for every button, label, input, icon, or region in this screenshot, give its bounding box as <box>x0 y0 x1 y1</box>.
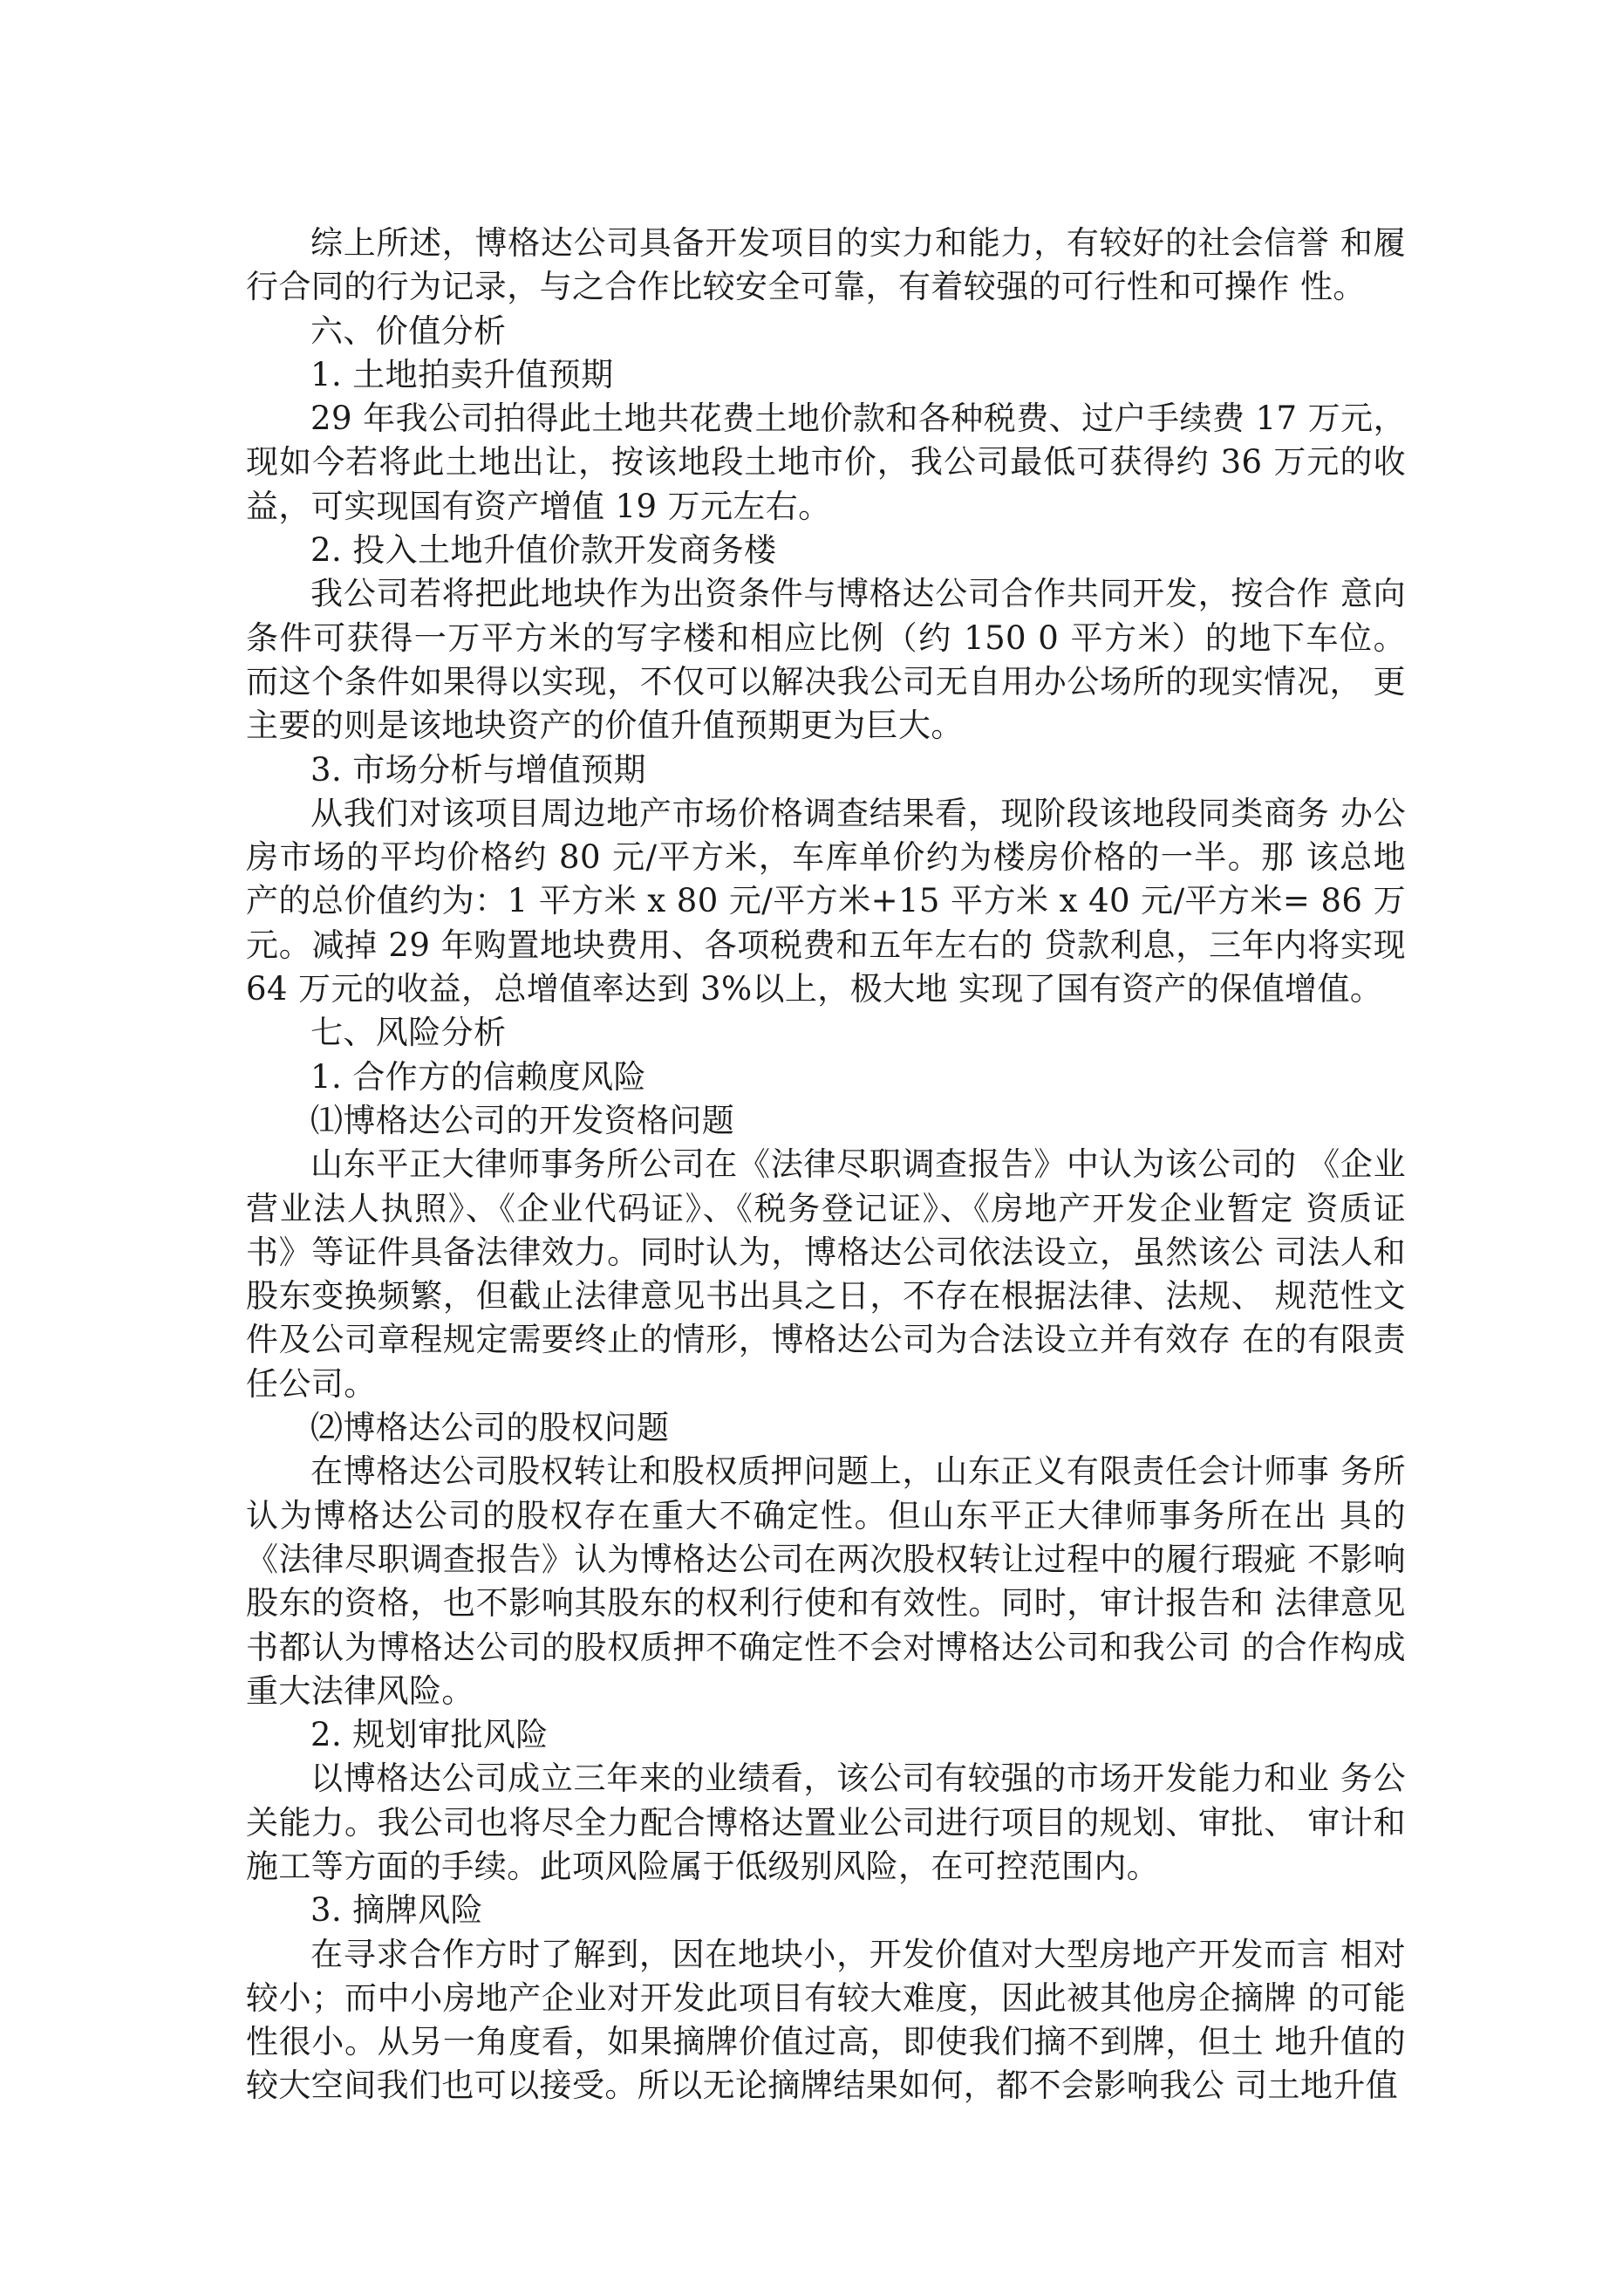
subheading-land-auction: 1. 土地拍卖升值预期 <box>310 355 614 393</box>
paragraph-land-auction: 29 年我公司拍得此土地共花费土地价款和各种税费、过户手续费 17 万元，现如今若将此土地出让，按该地段土地市价，我公司最低可获得约 36 万元的收益，可实现国有资产增值 19 万元左右。 <box>246 400 1406 525</box>
subheading-partner-risk: 1. 合作方的信赖度风险 <box>310 1057 646 1096</box>
subheading-delisting-risk: 3. 摘牌风险 <box>310 1891 483 1930</box>
subheading-development-qualification: ⑴博格达公司的开发资格问题 <box>310 1101 735 1139</box>
subheading-planning-approval-risk: 2. 规划审批风险 <box>310 1716 549 1754</box>
section-heading-risk-analysis: 七、风险分析 <box>310 1014 507 1052</box>
subheading-commercial-building: 2. 投入土地升值价款开发商务楼 <box>310 531 777 570</box>
paragraph-development-qualification: 山东平正大律师事务所公司在《法律尽职调查报告》中认为该公司的 《企业营业法人执照》、《企业代码证》、《税务登记证》、《房地产开发企业暂定 资质证书》等证件具备法律效力。同时认为，博格达公司依法设立，虽然该公 司法人和股东变换频繁，但截止法律意见书出具之日，不存在根据法律、法规、 规范性文件及公司章程规定需要终止的情形，博格达公司为合法设立并有效存 在的有限责任公司。 <box>246 1145 1406 1403</box>
paragraph-market-analysis: 从我们对该项目周边地产市场价格调查结果看，现阶段该地段同类商务 办公房市场的平均价格约 80 元/平方米，车库单价约为楼房价格的一半。那 该总地产的总价值约为：1 平方米 x 80 元/平方米+15 平方米 x 40 元/平方米= 86 万元。减掉 29 年购置地块费用、各项税费和五年左右的 贷款利息，三年内将实现 64 万元的收益，总增值率达到 3%以上，极大地 实现了国有资产的保值增值。 <box>246 794 1406 1008</box>
subheading-market-analysis: 3. 市场分析与增值预期 <box>310 750 646 789</box>
paragraph-planning-approval-risk: 以博格达公司成立三年来的业绩看，该公司有较强的市场开发能力和业 务公关能力。我公司也将尽全力配合博格达置业公司进行项目的规划、审批、 审计和施工等方面的手续。此项风险属于低级别风险，在可控范围内。 <box>246 1760 1406 1885</box>
section-heading-value-analysis: 六、价值分析 <box>310 311 507 350</box>
paragraph-equity-issue: 在博格达公司股权转让和股权质押问题上，山东正义有限责任会计师事 务所认为博格达公司的股权存在重大不确定性。但山东平正大律师事务所在出 具的《法律尽职调查报告》认为博格达公司在两次股权转让过程中的履行瑕疵 不影响股东的资格，也不影响其股东的权利行使和有效性。同时，审计报告和 法律意见书都认为博格达公司的股权质押不确定性不会对博格达公司和我公司 的合作构成重大法律风险。 <box>246 1452 1406 1710</box>
subheading-equity-issue: ⑵博格达公司的股权问题 <box>310 1409 670 1447</box>
paragraph-summary: 综上所述，博格达公司具备开发项目的实力和能力，有较好的社会信誉 和履行合同的行为记录，与之合作比较安全可靠，有着较强的可行性和可操作 性。 <box>246 224 1406 306</box>
paragraph-delisting-risk: 在寻求合作方时了解到，因在地块小，开发价值对大型房地产开发而言 相对较小；而中小房地产企业对开发此项目有较大难度，因此被其他房企摘牌 的可能性很小。从另一角度看，如果摘牌价值过高，即使我们摘不到牌，但土 地升值的较大空间我们也可以接受。所以无论摘牌结果如何，都不会影响我公 司土地升值 <box>246 1935 1406 2105</box>
document-page <box>246 222 1406 2108</box>
paragraph-commercial-building: 我公司若将把此地块作为出资条件与博格达公司合作共同开发，按合作 意向条件可获得一万平方米的写字楼和相应比例（约 150 0 平方米）的地下车位。 而这个条件如果得以实现，不仅可以解决我公司无自用办公场所的现实情况， 更主要的则是该地块资产的价值升值预期更为巨大。 <box>246 575 1406 745</box>
